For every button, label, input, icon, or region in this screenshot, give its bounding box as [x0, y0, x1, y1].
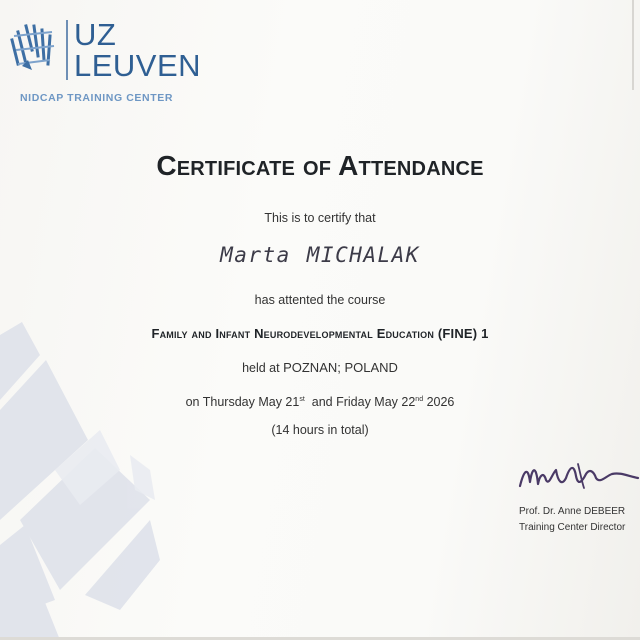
dates-joiner: and — [311, 395, 333, 409]
handwritten-signature-icon — [516, 456, 640, 496]
logo-text-line-2: LEUVEN — [74, 48, 202, 83]
uz-leuven-logo-mark-icon — [8, 20, 58, 76]
logo-subtitle: NIDCAP TRAINING CENTER — [20, 92, 174, 104]
signatory-block — [519, 504, 625, 536]
date-year: 2026 — [426, 395, 455, 409]
date-end: Friday May 22 — [336, 395, 416, 409]
venue-prefix: held at — [242, 361, 280, 375]
date-start: Thursday May 21 — [202, 395, 300, 409]
date-start-suffix: st — [299, 395, 305, 403]
venue-place: POZNAN; POLAND — [283, 360, 398, 375]
dates-line — [0, 395, 640, 409]
uz-leuven-logo — [8, 14, 218, 109]
recipient-name — [0, 243, 640, 267]
attended-text: has attented the course — [254, 293, 386, 307]
logo-text-line-1: UZ — [74, 17, 117, 52]
signatory-role: Training Center Director — [519, 522, 626, 533]
date-end-suffix: nd — [415, 395, 424, 403]
total-hours: (14 hours in total) — [271, 423, 369, 437]
recipient-first-name: Marta — [220, 243, 291, 267]
dates-prefix: on — [185, 395, 200, 409]
venue-line — [0, 360, 640, 375]
recipient-last-name: MICHALAK — [306, 243, 420, 267]
logo-divider — [66, 20, 68, 80]
certify-text: This is to certify that — [264, 211, 376, 225]
certificate-title: Certificate of Attendance — [156, 150, 484, 181]
signatory-name: Prof. Dr. Anne DEBEER — [519, 506, 626, 517]
course-name: Family and Infant Neurodevelopmental Education (FINE) 1 — [151, 326, 489, 341]
